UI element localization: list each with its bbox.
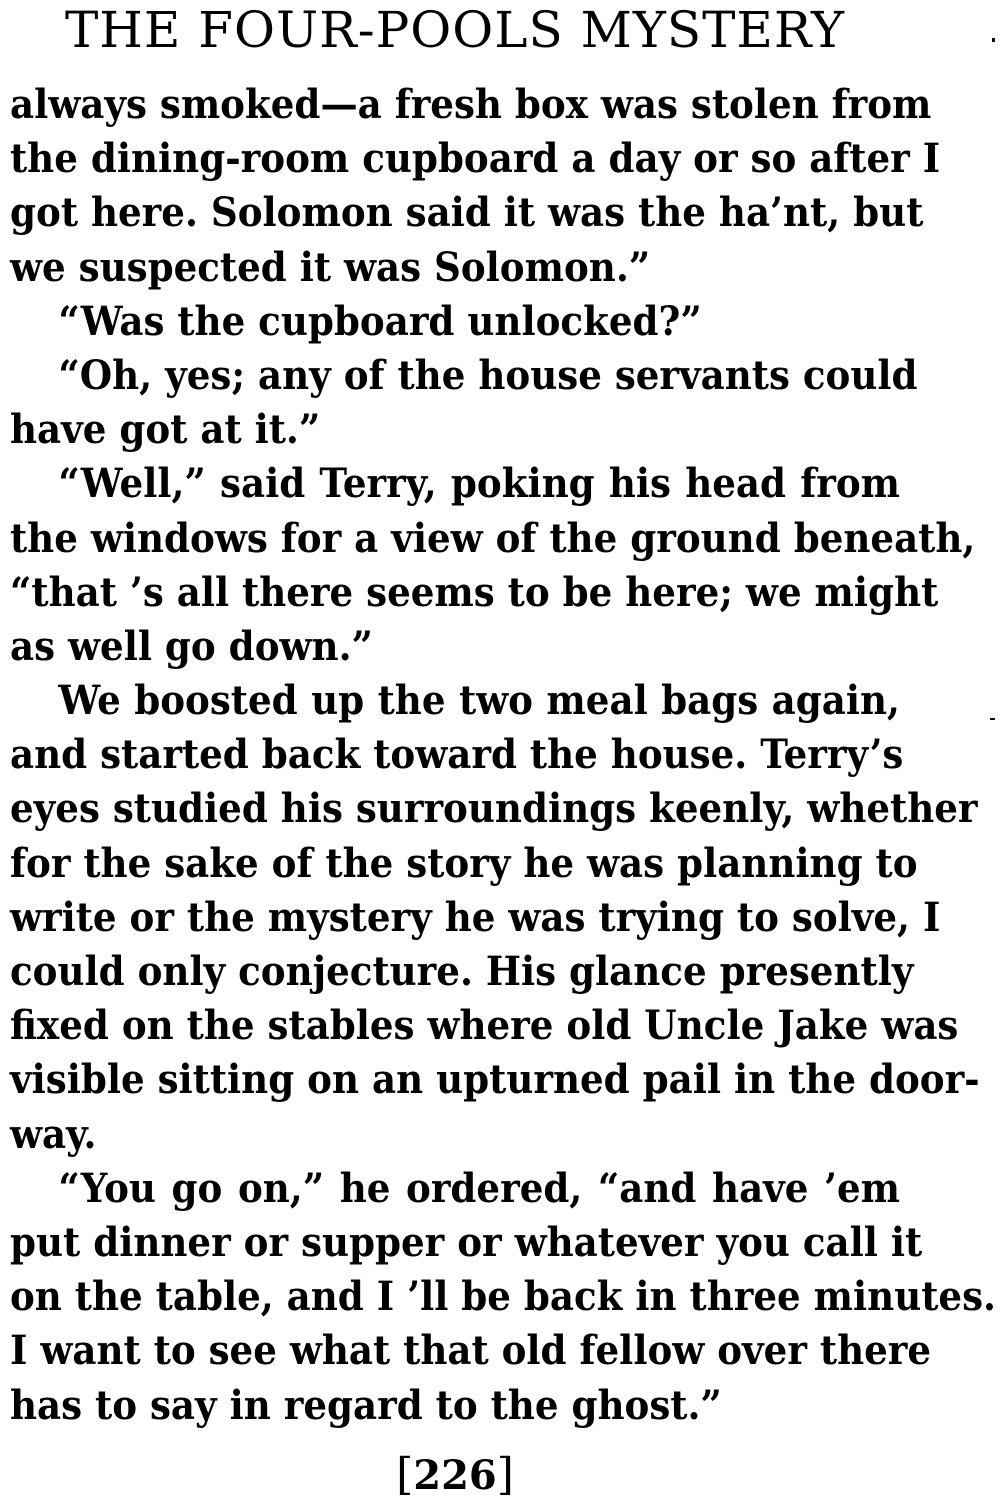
- text-line: have got at it.”: [10, 406, 321, 454]
- text-line: “that ’s all there seems to be here; we might: [10, 568, 939, 616]
- scan-speck: [992, 38, 995, 42]
- text-line: “Well,” said Terry, poking his head from: [58, 460, 901, 508]
- page-number: [0, 1450, 910, 1501]
- text-line: “Oh, yes; any of the house servants could: [58, 351, 918, 399]
- text-line: the dining-room cupboard a day or so after I: [10, 135, 941, 183]
- text-line: got here. Solomon said it was the ha’nt, but: [10, 189, 924, 237]
- folio-close-bracket: ]: [496, 1449, 514, 1500]
- text-line: on the table, and I ’ll be back in three minutes.: [10, 1273, 996, 1321]
- folio-number: 226: [413, 1452, 497, 1499]
- text-line: could only conjecture. His glance presently: [10, 948, 914, 995]
- text-line: write or the mystery he was trying to solve, I: [10, 893, 941, 941]
- text-line: for the sake of the story he was planning to: [10, 839, 918, 887]
- text-line: “You go on,” he ordered, “and have ’em: [58, 1164, 901, 1212]
- scan-speck: [990, 718, 995, 720]
- text-line: “Was the cupboard unlocked?”: [58, 297, 702, 345]
- text-line: fixed on the stables where old Uncle Jake was: [10, 1002, 959, 1050]
- folio-open-bracket: [: [396, 1449, 414, 1500]
- text-line: way.: [10, 1110, 97, 1158]
- text-line: and started back toward the house. Terry’s: [10, 731, 904, 779]
- text-line: always smoked—a fresh box was stolen from: [10, 81, 932, 128]
- text-line: We boosted up the two meal bags again,: [58, 677, 901, 725]
- text-line: I want to see what that old fellow over there: [10, 1327, 932, 1375]
- text-line: eyes studied his surroundings keenly, whether: [10, 785, 978, 833]
- text-line: as well go down.”: [10, 622, 373, 670]
- running-head: THE FOUR-POOLS MYSTERY: [64, 1, 846, 59]
- text-line: the windows for a view of the ground beneath,: [10, 514, 976, 562]
- text-line: put dinner or supper or whatever you call it: [10, 1218, 923, 1266]
- text-line: visible sitting on an upturned pail in the door-: [10, 1056, 980, 1104]
- text-line: we suspected it was Solomon.”: [10, 243, 651, 291]
- body-text: [10, 78, 996, 1433]
- text-line: has to say in regard to the ghost.”: [10, 1381, 722, 1429]
